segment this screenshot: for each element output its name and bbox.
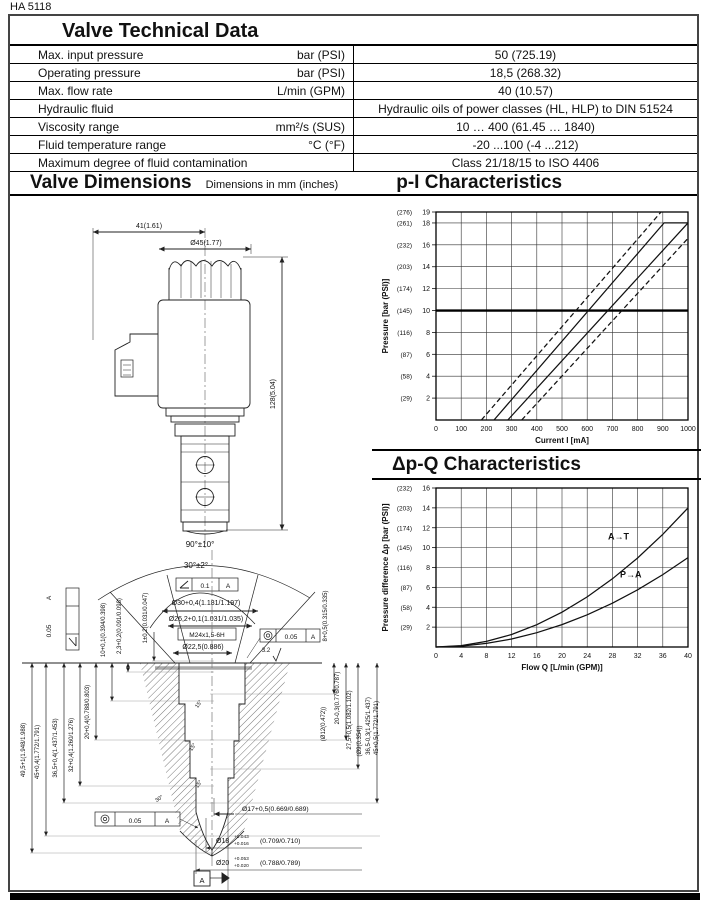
unit-label: bar (PSI) [296, 65, 345, 80]
dim-label: 8+0,5(0.315/0.335) [323, 590, 329, 642]
param-label: Fluid temperature range [38, 137, 167, 152]
y-tick-label: 18 [422, 220, 430, 228]
x-tick-label: 700 [606, 426, 619, 433]
y-tick-psi-label: (203) [396, 264, 412, 272]
x-tick-label: 28 [608, 653, 617, 660]
pi-characteristics-title: p-I Characteristics [396, 172, 563, 193]
x-tick-label: 200 [480, 426, 493, 433]
unit-label: °C (°F) [308, 137, 345, 152]
tolerance-lo: +0.020 [234, 864, 249, 869]
series-label: A→T [607, 531, 629, 542]
table-row [10, 64, 697, 82]
param-label: Maximum degree of fluid contamination [38, 155, 248, 170]
y-tick-psi-label: (261) [396, 220, 412, 228]
y-tick-label: 8 [426, 565, 430, 572]
x-tick-label: 36 [658, 653, 667, 660]
dim-label: Ø45(1.77) [190, 240, 222, 247]
left-tolerance-frame [66, 588, 79, 650]
valve-drawing [10, 200, 380, 892]
dim-label: Ø18 [216, 838, 230, 845]
y-tick-label: 16 [422, 242, 430, 250]
dim-label: 20+0,4(0.788/0.803) [85, 684, 91, 740]
dim-label: 41(1.61) [135, 223, 163, 230]
angle-label: 30° [154, 794, 165, 805]
tolerance-hi: +0.043 [234, 835, 249, 840]
x-tick-label: 100 [455, 426, 468, 433]
x-tick-label: 800 [631, 426, 644, 433]
x-tick-label: 300 [505, 426, 518, 433]
solenoid-coil [158, 300, 250, 408]
value-cell: 50 (725.19) [494, 47, 557, 62]
y-axis-title: Pressure difference Δp [bar (PSI)] [381, 503, 390, 632]
y-axis-title: Pressure [bar (PSI)] [381, 278, 390, 354]
y-tick-psi-label: (87) [400, 584, 412, 592]
dim-label: 2,3+0,2(0.091/0.098) [117, 598, 123, 654]
slope-symbol-icon [180, 581, 189, 588]
x-tick-label: 0 [434, 426, 438, 433]
dim-label: 27,5+0,5(1.082/1.102) [347, 690, 353, 750]
param-label: Viscosity range [38, 119, 120, 134]
series-label: P→A [619, 569, 642, 580]
y-tick-psi-label: (145) [396, 308, 412, 316]
pi-chart-svg [378, 206, 702, 448]
y-tick-label: 16 [422, 485, 430, 493]
angle-label: 30°±2° [183, 561, 209, 570]
x-axis-title: Flow Q [L/min (GPM)] [521, 663, 603, 672]
dim-label: 32+0,4(1.260/1.276) [69, 717, 75, 773]
y-tick-psi-label: (174) [396, 286, 412, 294]
param-label: Operating pressure [38, 65, 141, 80]
y-tick-label: 2 [426, 395, 430, 403]
y-tick-label: 19 [422, 209, 430, 217]
y-tick-label: 4 [426, 373, 430, 381]
concentricity-symbol-icon [264, 632, 272, 640]
section-header-row [10, 172, 697, 196]
y-tick-label: 14 [422, 505, 430, 513]
y-tick-label: 12 [422, 525, 430, 533]
value-cell: -20 ...100 (-4 ...212) [472, 137, 579, 152]
footer-bar [10, 893, 700, 900]
dim-label: Ø30+0,4(1.181/1.197) [171, 600, 241, 607]
table-row [10, 100, 697, 118]
y-tick-psi-label: (29) [400, 395, 412, 403]
dim-label: (Ø12(0.472)) [321, 706, 327, 742]
table-row [10, 136, 697, 154]
dim-label: 45+0,4(1.772/1.791) [35, 724, 41, 780]
value-cell: Hydraulic oils of power classes (HL, HLP) to DIN 51524 [378, 101, 673, 116]
dim-label: 36,5+0,4(1.437/1.453) [53, 718, 59, 778]
x-tick-label: 1000 [680, 426, 696, 433]
y-tick-label: 8 [426, 329, 430, 337]
dim-label: (0.709/0.710) [260, 838, 301, 845]
y-tick-psi-label: (87) [400, 351, 412, 359]
table-row [10, 118, 697, 136]
value-cell: 10 … 400 (61.45 … 1840) [456, 119, 595, 134]
series-characteristic-lower [508, 223, 688, 420]
tolerance-value: 0.1 [200, 583, 210, 590]
cavity-section-right [212, 663, 290, 856]
tolerance-lo: +0.016 [234, 842, 249, 847]
y-tick-label: 4 [426, 604, 430, 612]
dim-label: Ø17+0,5(0.669/0.689) [242, 806, 309, 813]
table-row [10, 46, 697, 64]
thread-label: M24x1,5-6H [189, 632, 225, 639]
param-label: Max. input pressure [38, 47, 144, 62]
x-tick-label: 600 [581, 426, 594, 433]
concentricity-symbol-icon [101, 815, 109, 823]
angle-label: 15° [194, 699, 205, 710]
x-tick-label: 24 [583, 653, 592, 660]
y-tick-psi-label: (174) [396, 525, 412, 533]
datum-letter: A [46, 595, 53, 601]
tolerance-value: 0.05 [284, 634, 298, 641]
x-tick-label: 500 [556, 426, 568, 433]
y-tick-psi-label: (58) [400, 604, 412, 612]
dim-label: (0.788/0.789) [260, 860, 301, 867]
x-tick-label: 20 [558, 653, 566, 660]
x-tick-label: 900 [656, 426, 669, 433]
y-tick-psi-label: (116) [397, 329, 412, 337]
y-tick-label: 2 [426, 624, 430, 632]
dimensions-title: Valve Dimensions [30, 172, 192, 193]
dim-label: 128(5.04) [270, 379, 277, 409]
dim-label: 20-0,3(0.776/0.787) [335, 671, 341, 725]
y-tick-psi-label: (29) [400, 624, 412, 632]
dim-label: 45+0,5(1.772/1.791) [374, 700, 380, 756]
tolerance-value: 0.05 [128, 818, 142, 825]
param-label: Max. flow rate [38, 83, 113, 98]
value-cell: 40 (10.57) [498, 83, 553, 98]
x-tick-label: 400 [530, 426, 543, 433]
connector [115, 334, 158, 396]
value-cell: 18,5 (268.32) [489, 65, 562, 80]
dim-label: Ø20 [216, 860, 230, 867]
unit-label: bar (PSI) [296, 47, 345, 62]
angle-label: 15° [194, 779, 205, 790]
finish-label: 3.2 [261, 648, 271, 654]
tolerance-value: 0.05 [46, 624, 53, 638]
tolerance-hi: +0.053 [234, 857, 249, 862]
x-axis-title: Current I [mA] [535, 436, 589, 445]
table-row [10, 154, 697, 172]
y-tick-psi-label: (232) [396, 485, 412, 493]
param-label: Hydraulic fluid [38, 101, 114, 116]
dpq-characteristics-title: Δp-Q Characteristics [372, 449, 701, 480]
document-number: HA 5118 [10, 1, 52, 13]
y-tick-label: 6 [426, 351, 430, 359]
dim-label: Ø22,5(0.886) [182, 644, 224, 651]
table-row [10, 82, 697, 100]
x-tick-label: 40 [684, 653, 692, 660]
y-tick-label: 12 [422, 286, 430, 294]
dpq-chart-svg [378, 482, 702, 675]
unit-label: mm²/s (SUS) [275, 119, 345, 134]
x-tick-label: 8 [484, 653, 489, 660]
datum-letter: A [199, 876, 205, 885]
x-tick-label: 12 [507, 653, 516, 660]
x-tick-label: 4 [459, 653, 464, 660]
y-tick-label: 10 [422, 545, 430, 553]
y-tick-psi-label: (145) [396, 545, 412, 553]
datum-letter: A [225, 583, 231, 590]
dim-label: (Ø9(0.354)) [357, 725, 363, 757]
value-cell: Class 21/18/15 to ISO 4406 [451, 155, 600, 170]
dim-label: 1±0,2(0.031/0.047) [143, 592, 149, 644]
y-tick-psi-label: (58) [400, 373, 412, 381]
y-tick-label: 14 [422, 264, 430, 272]
y-tick-psi-label: (276) [396, 209, 412, 217]
dim-label: Ø26,2+0,1(1.031/1.035) [168, 616, 244, 623]
dim-label: 49,5+1(1.948/1.988) [21, 722, 27, 778]
y-tick-label: 10 [422, 308, 430, 316]
cavity-section-left [140, 663, 212, 856]
angle-label: 90°±10° [185, 540, 215, 549]
series-tolerance-upper [481, 212, 661, 420]
x-tick-label: 32 [633, 653, 642, 660]
x-tick-label: 16 [532, 653, 541, 660]
y-tick-label: 6 [426, 584, 430, 592]
datum-letter: A [164, 818, 170, 825]
table-title: Valve Technical Data [10, 16, 697, 46]
y-tick-psi-label: (232) [396, 242, 412, 250]
dim-label: 10+0,1(0.394/0.398) [101, 602, 107, 658]
series-characteristic-upper [494, 223, 688, 420]
y-tick-psi-label: (203) [396, 505, 412, 513]
datum-letter: A [310, 634, 316, 641]
dim-label: 36,5-0,3(1.425/1.437) [366, 697, 372, 755]
y-tick-psi-label: (116) [397, 565, 412, 572]
x-tick-label: 0 [434, 653, 438, 660]
dimensions-subtitle: Dimensions in mm (inches) [205, 179, 339, 191]
surface-finish-icon [273, 648, 281, 661]
angle-label: 15° [188, 742, 199, 753]
unit-label: L/min (GPM) [276, 83, 345, 98]
